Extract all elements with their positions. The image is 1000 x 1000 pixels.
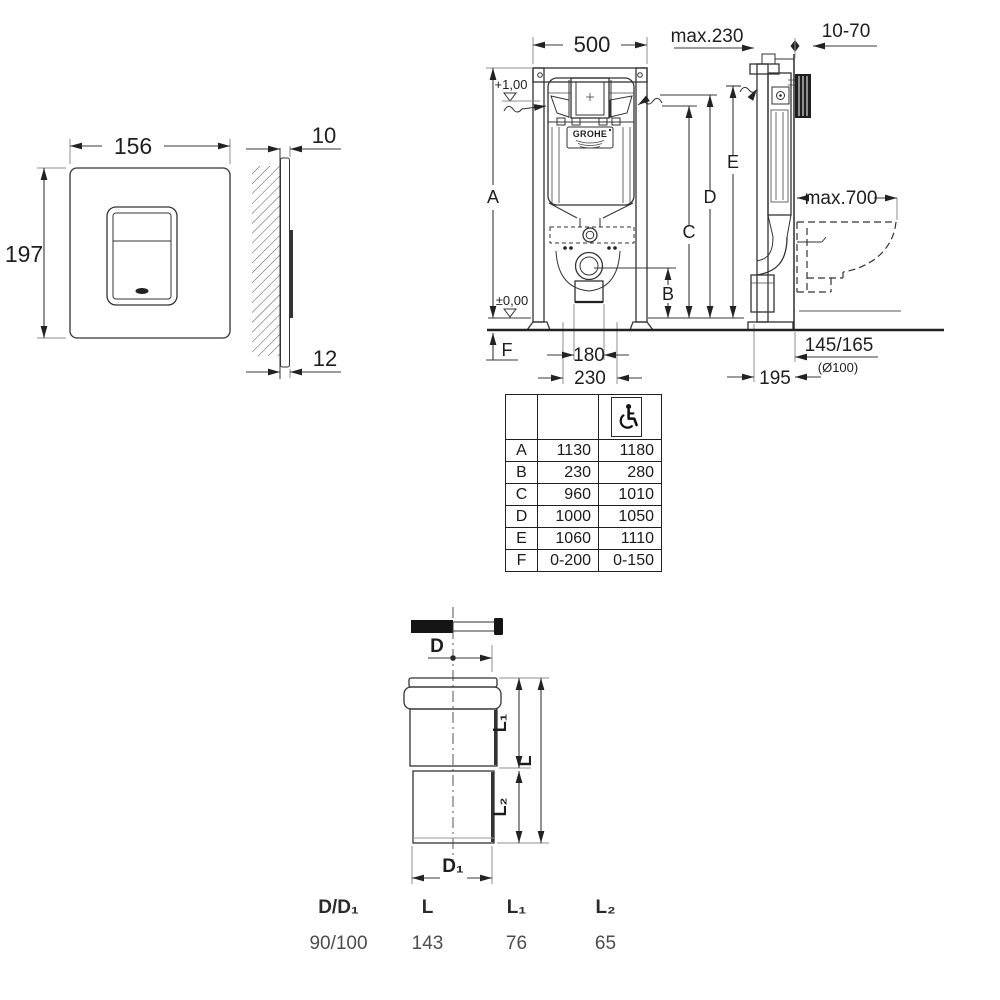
flush-elbow [757, 237, 787, 275]
water-level-arrow-right-icon [638, 98, 662, 105]
table-row [506, 506, 662, 528]
pipe-spec-values [294, 919, 650, 955]
table-header-row [506, 395, 662, 440]
dim-c-label: C [682, 222, 696, 242]
frame-width-label: 500 [573, 32, 611, 57]
pipe-dim-d1-label: D₁ [442, 856, 464, 877]
water-level-arrow-left-icon [504, 106, 546, 112]
pipe-dim-l-label: L [515, 755, 535, 767]
row-standard-value: 230 [538, 462, 599, 484]
outlet-diameter-label: (Ø100) [817, 360, 859, 375]
row-standard-value: 0-200 [538, 550, 599, 572]
flush-bend-collar [583, 228, 597, 242]
pipe-dim-l1-label: L₁ [490, 713, 510, 733]
dimension-table [505, 394, 662, 572]
outlet-box [751, 275, 774, 312]
plate-outline [70, 168, 230, 338]
frame-depth-label: 195 [759, 368, 791, 389]
flush-bend-view [404, 607, 549, 884]
bend-zone-dashed-box [550, 227, 634, 243]
row-key: B [506, 462, 538, 484]
wall-hatch [252, 166, 280, 356]
inlet-funnel-right [610, 96, 632, 117]
dim-f-label: F [501, 340, 513, 360]
row-key: C [506, 484, 538, 506]
row-standard-value: 1000 [538, 506, 599, 528]
table-row [506, 528, 662, 550]
plate-width-label: 156 [113, 133, 153, 159]
row-standard-value: 1060 [538, 528, 599, 550]
brand-wave-icon [576, 141, 604, 144]
row-accessible-value: 1180 [599, 440, 662, 462]
outlet-height-label: 145/165 [804, 335, 874, 356]
frame-side-view [727, 21, 901, 389]
flush-plate-side-view [246, 123, 341, 379]
header-cell-accessible [599, 395, 662, 440]
frame-right-rail [636, 68, 647, 322]
row-standard-value: 960 [538, 484, 599, 506]
dim-d-label: D [703, 187, 717, 207]
spec-header: L₂ [595, 897, 616, 918]
level-plus-label: +1,00 [494, 77, 528, 92]
pipe-spec-headers [294, 897, 650, 919]
row-accessible-value: 1050 [599, 506, 662, 528]
pipe-spec-table [294, 897, 650, 955]
flush-plate-front-view [5, 133, 230, 338]
plate-thickness-top-label: 10 [311, 123, 337, 148]
spec-header: L₁ [506, 897, 527, 918]
frame-depth-max-label: max.230 [670, 26, 744, 47]
spec-header: D/D₁ [318, 897, 359, 918]
pipe-dim-d-label: D [430, 636, 444, 657]
frame-front-view [486, 26, 757, 389]
outlet-spacing-label: 230 [574, 368, 606, 389]
row-key: A [506, 440, 538, 462]
spec-value: 143 [411, 933, 444, 954]
wheelchair-icon-box [611, 397, 642, 437]
dim-a-label: A [486, 187, 500, 207]
table-row [506, 550, 662, 572]
dim-b-label: B [661, 284, 675, 304]
row-accessible-value: 0-150 [599, 550, 662, 572]
table-row [506, 462, 662, 484]
bowl-depth-max-label: max.700 [804, 188, 878, 209]
level-zero-label: ±0,00 [495, 293, 529, 308]
pipe-dim-l2-label: L₂ [490, 797, 510, 817]
inlet-funnel-left [551, 96, 569, 117]
plate-thickness-bottom-label: 12 [312, 346, 338, 371]
spec-value: 65 [594, 933, 617, 954]
table-row [506, 484, 662, 506]
row-accessible-value: 1110 [599, 528, 662, 550]
header-cell-key [506, 395, 538, 440]
seal-rod-right [453, 622, 496, 631]
spec-value: 76 [505, 933, 528, 954]
brand-label: GROHE [572, 129, 608, 139]
plate-height-label: 197 [4, 241, 44, 267]
button-pip [136, 288, 149, 294]
level-zero-triangle-icon [504, 309, 516, 317]
wall-level-arrow-icon [740, 87, 757, 92]
plate-profile [281, 158, 290, 367]
dim-e-label: E [726, 152, 740, 172]
wheelchair-icon [615, 401, 639, 433]
row-key: F [506, 550, 538, 572]
seal-rod-left [411, 620, 453, 633]
row-key: D [506, 506, 538, 528]
spec-header: L [421, 897, 434, 918]
wall-distance-label: 10-70 [821, 21, 871, 42]
wc-bowl-dashed-outline [797, 222, 896, 292]
header-cell-standard [538, 395, 599, 440]
button-face [113, 213, 171, 299]
row-standard-value: 1130 [538, 440, 599, 462]
seal-rod-cap [494, 618, 503, 635]
level-plus-triangle-icon [504, 93, 516, 101]
spec-value: 90/100 [309, 933, 368, 954]
row-accessible-value: 280 [599, 462, 662, 484]
table-row [506, 440, 662, 462]
row-key: E [506, 528, 538, 550]
cistern-profile [768, 73, 791, 215]
bolt-spacing-label: 180 [573, 345, 605, 366]
row-accessible-value: 1010 [599, 484, 662, 506]
